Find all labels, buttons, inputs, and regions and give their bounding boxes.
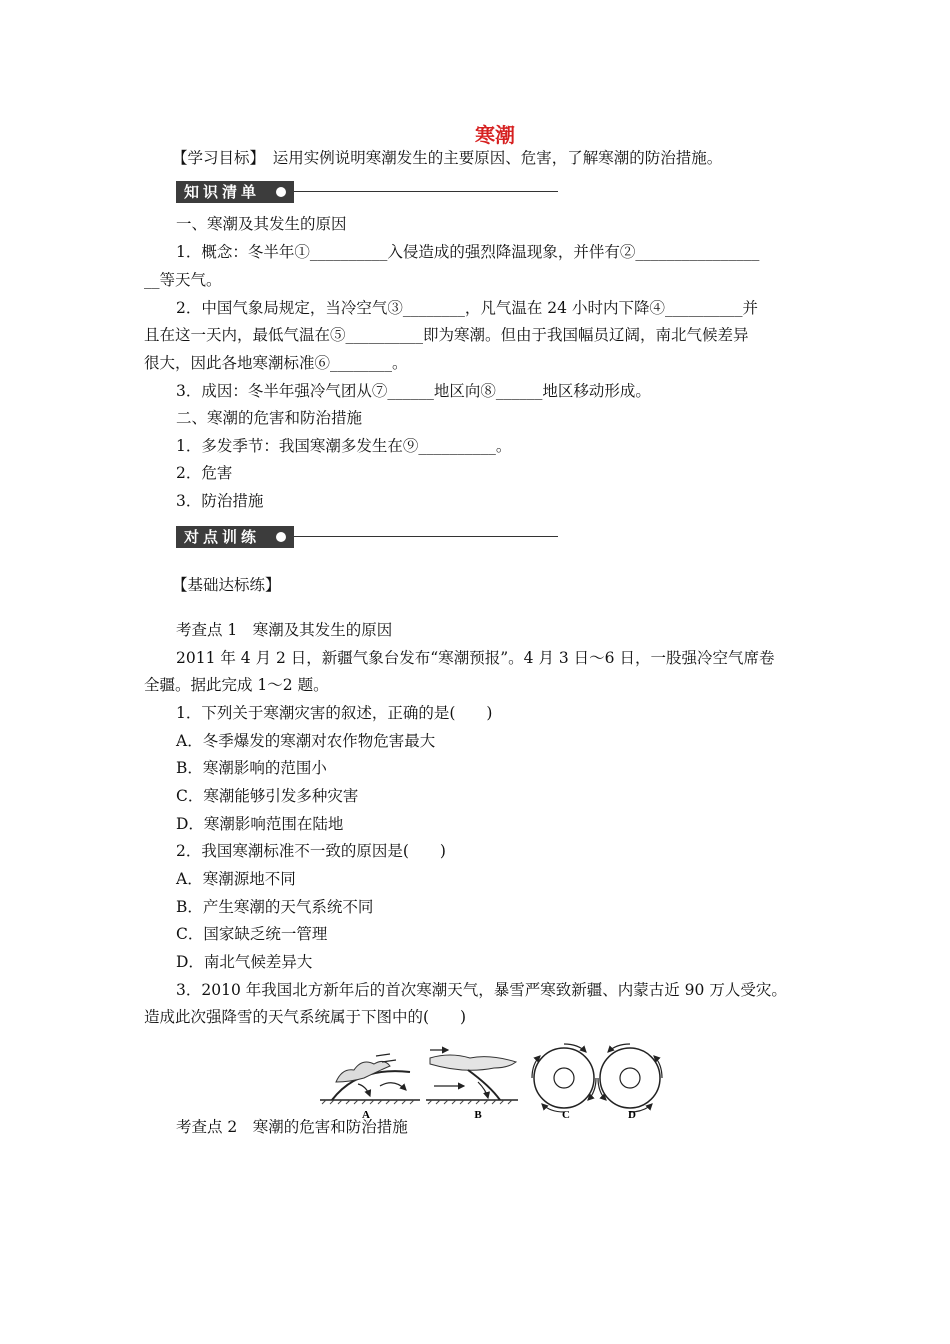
section-heading: 一、寒潮及其发生的原因 bbox=[176, 215, 347, 233]
text-line: 造成此次强降雪的天气系统属于下图中的( ) bbox=[144, 1008, 467, 1026]
option: A．寒潮源地不同 bbox=[176, 870, 296, 888]
text-line: 1．概念：冬半年①__________入侵造成的强烈降温现象，并伴有②________________ bbox=[176, 243, 760, 261]
figure-label-b: B bbox=[474, 1109, 482, 1120]
question-stem: 1．下列关于寒潮灾害的叙述，正确的是( ) bbox=[176, 704, 493, 722]
text-line: 2．中国气象局规定，当冷空气③________，凡气温在 24 小时内下降④__________并 bbox=[176, 299, 758, 317]
question-stem: 2．我国寒潮标准不一致的原因是( ) bbox=[176, 842, 446, 860]
option: B．产生寒潮的天气系统不同 bbox=[176, 898, 374, 916]
banner-practice bbox=[176, 526, 558, 548]
text-line: 1．多发季节：我国寒潮多发生在⑨__________。 bbox=[176, 437, 512, 455]
banner-knowledge-list bbox=[176, 181, 558, 203]
banner-rule bbox=[294, 191, 558, 192]
option: C．国家缺乏统一管理 bbox=[176, 925, 328, 943]
option: D．寒潮影响范围在陆地 bbox=[176, 815, 344, 833]
figure-label-a: A bbox=[362, 1109, 370, 1120]
text-line: 3．防治措施 bbox=[176, 492, 264, 510]
figure-label-c: C bbox=[562, 1109, 570, 1120]
option: D．南北气候差异大 bbox=[176, 953, 313, 971]
text-line: 全疆。据此完成 1～2 题。 bbox=[144, 676, 329, 694]
topic-heading: 考查点 2 寒潮的危害和防治措施 bbox=[176, 1118, 408, 1136]
weather-systems-diagram bbox=[318, 1042, 668, 1120]
text-line: __等天气。 bbox=[144, 271, 222, 289]
text-line: 很大，因此各地寒潮标准⑥________。 bbox=[144, 354, 408, 372]
figure-label-d: D bbox=[628, 1109, 636, 1120]
question-stem: 3．2010 年我国北方新年后的首次寒潮天气，暴雪严寒致新疆、内蒙古近 90 万人受灾。 bbox=[176, 981, 787, 999]
banner-dot-icon bbox=[276, 187, 286, 197]
text-line: 2．危害 bbox=[176, 464, 233, 482]
section-heading: 二、寒潮的危害和防治措施 bbox=[176, 409, 363, 427]
banner-label: 对点训练 bbox=[176, 526, 294, 548]
weather-systems-figure bbox=[318, 1042, 668, 1120]
text-line: 2011 年 4 月 2 日，新疆气象台发布“寒潮预报”。4 月 3 日～6 日，一股强冷空气席卷 bbox=[176, 649, 775, 667]
cyclone-diagram bbox=[532, 1044, 596, 1112]
anticyclone-diagram bbox=[598, 1044, 662, 1112]
page-title: 寒潮 bbox=[475, 123, 515, 147]
option: C．寒潮能够引发多种灾害 bbox=[176, 787, 359, 805]
banner-label: 知识清单 bbox=[176, 181, 294, 203]
banner-rule bbox=[294, 536, 558, 537]
warm-front-diagram bbox=[426, 1050, 518, 1104]
text-line: 3．成因：冬半年强冷气团从⑦______地区向⑧______地区移动形成。 bbox=[176, 382, 651, 400]
cold-front-diagram bbox=[320, 1054, 420, 1104]
subsection-heading: 【基础达标练】 bbox=[172, 576, 281, 594]
option: B．寒潮影响的范围小 bbox=[176, 759, 327, 777]
learning-objective: 【学习目标】 运用实例说明寒潮发生的主要原因、危害，了解寒潮的防治措施。 bbox=[172, 149, 723, 167]
topic-heading: 考查点 1 寒潮及其发生的原因 bbox=[176, 621, 393, 639]
text-line: 且在这一天内，最低气温在⑤__________即为寒潮。但由于我国幅员辽阔，南北气候差异 bbox=[144, 326, 749, 344]
banner-dot-icon bbox=[276, 532, 286, 542]
option: A．冬季爆发的寒潮对农作物危害最大 bbox=[176, 732, 436, 750]
